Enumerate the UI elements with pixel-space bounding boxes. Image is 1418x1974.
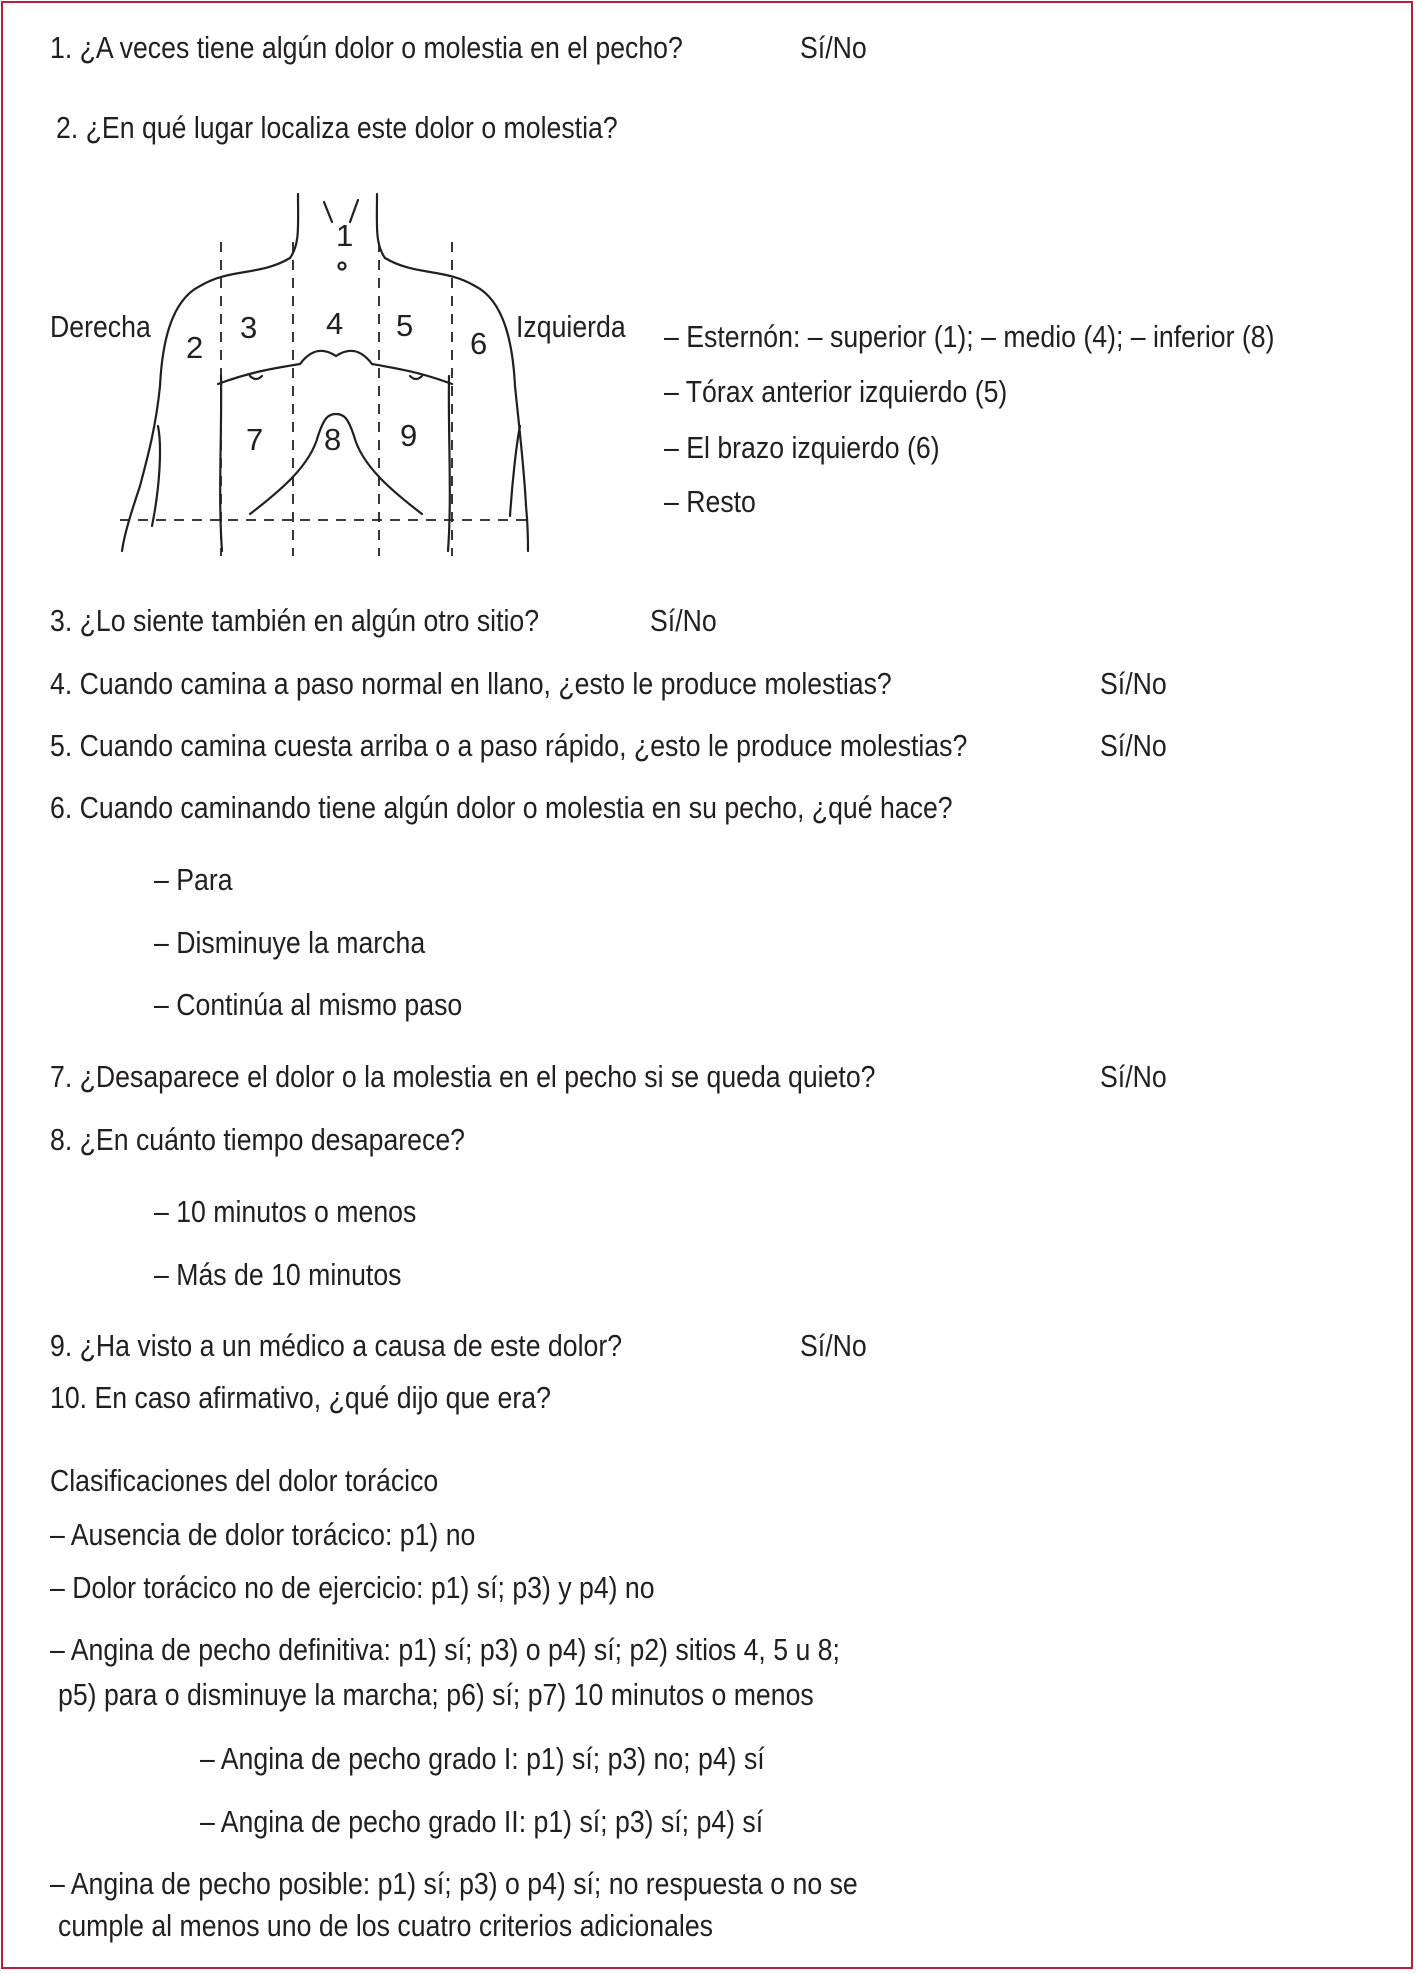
location-item: – El brazo izquierdo (6) (664, 430, 940, 465)
question-3: 3. ¿Lo siente también en algún otro sitio? (50, 603, 540, 638)
location-item: – Resto (664, 484, 756, 519)
question-4: 4. Cuando camina a paso normal en llano, ¿esto le produce molestias? (50, 666, 892, 701)
question-7-answer: Sí/No (1100, 1059, 1167, 1094)
classification-definite-line1: – Angina de pecho definitiva: p1) sí; p3) o p4) sí; p2) sitios 4, 5 u 8; (50, 1632, 840, 1667)
location-item: – Tórax anterior izquierdo (5) (664, 374, 1008, 409)
question-6-option: – Continúa al mismo paso (154, 987, 463, 1022)
question-3-answer: Sí/No (650, 603, 717, 638)
region-6-label: 6 (470, 326, 488, 361)
question-8-option: – 10 minutos o menos (154, 1194, 417, 1229)
classification-grade-1: – Angina de pecho grado I: p1) sí; p3) no; p4) sí (200, 1741, 765, 1776)
torso-outline (122, 194, 528, 551)
question-10: 10. En caso afirmativo, ¿qué dijo que era? (50, 1380, 551, 1415)
question-6-option: – Disminuye la marcha (154, 925, 426, 960)
question-9: 9. ¿Ha visto a un médico a causa de este dolor? (50, 1328, 623, 1363)
region-1-label: 1 (336, 218, 354, 253)
classification-non-exercise: – Dolor torácico no de ejercicio: p1) sí; p3) y p4) no (50, 1570, 655, 1605)
question-6-option: – Para (154, 862, 233, 897)
region-3-label: 3 (240, 310, 258, 345)
question-5-answer: Sí/No (1100, 728, 1167, 763)
classification-definite-line2: p5) para o disminuye la marcha; p6) sí; p7) 10 minutos o menos (58, 1677, 814, 1712)
region-9-label: 9 (400, 418, 418, 453)
question-1-answer: Sí/No (800, 30, 867, 65)
region-4-label: 4 (326, 306, 344, 341)
question-9-answer: Sí/No (800, 1328, 867, 1363)
classification-grade-2: – Angina de pecho grado II: p1) sí; p3) sí; p4) sí (200, 1804, 764, 1839)
label-derecha: Derecha (50, 309, 151, 344)
question-5: 5. Cuando camina cuesta arriba o a paso rápido, ¿esto le produce molestias? (50, 728, 968, 763)
region-grid-lines (120, 242, 532, 556)
location-item: – Esternón: – superior (1); – medio (4); – inferior (8) (664, 319, 1275, 354)
region-2-label: 2 (186, 330, 204, 365)
question-8: 8. ¿En cuánto tiempo desaparece? (50, 1122, 465, 1157)
classification-absence: – Ausencia de dolor torácico: p1) no (50, 1517, 476, 1552)
region-8-label: 8 (324, 422, 342, 457)
question-8-option: – Más de 10 minutos (154, 1257, 402, 1292)
region-5-label: 5 (396, 308, 414, 343)
classification-possible-line2: cumple al menos uno de los cuatro criterios adicionales (58, 1908, 713, 1943)
question-6: 6. Cuando caminando tiene algún dolor o molestia en su pecho, ¿qué hace? (50, 790, 953, 825)
classification-possible-line1: – Angina de pecho posible: p1) sí; p3) o p4) sí; no respuesta o no se (50, 1866, 858, 1901)
classification-title: Clasificaciones del dolor torácico (50, 1463, 439, 1498)
question-4-answer: Sí/No (1100, 666, 1167, 701)
label-izquierda: Izquierda (516, 309, 626, 344)
region-7-label: 7 (246, 422, 264, 457)
question-1: 1. ¿A veces tiene algún dolor o molestia en el pecho? (50, 30, 683, 65)
question-7: 7. ¿Desaparece el dolor o la molestia en el pecho si se queda quieto? (50, 1059, 876, 1094)
question-2: 2. ¿En qué lugar localiza este dolor o molestia? (56, 110, 618, 145)
